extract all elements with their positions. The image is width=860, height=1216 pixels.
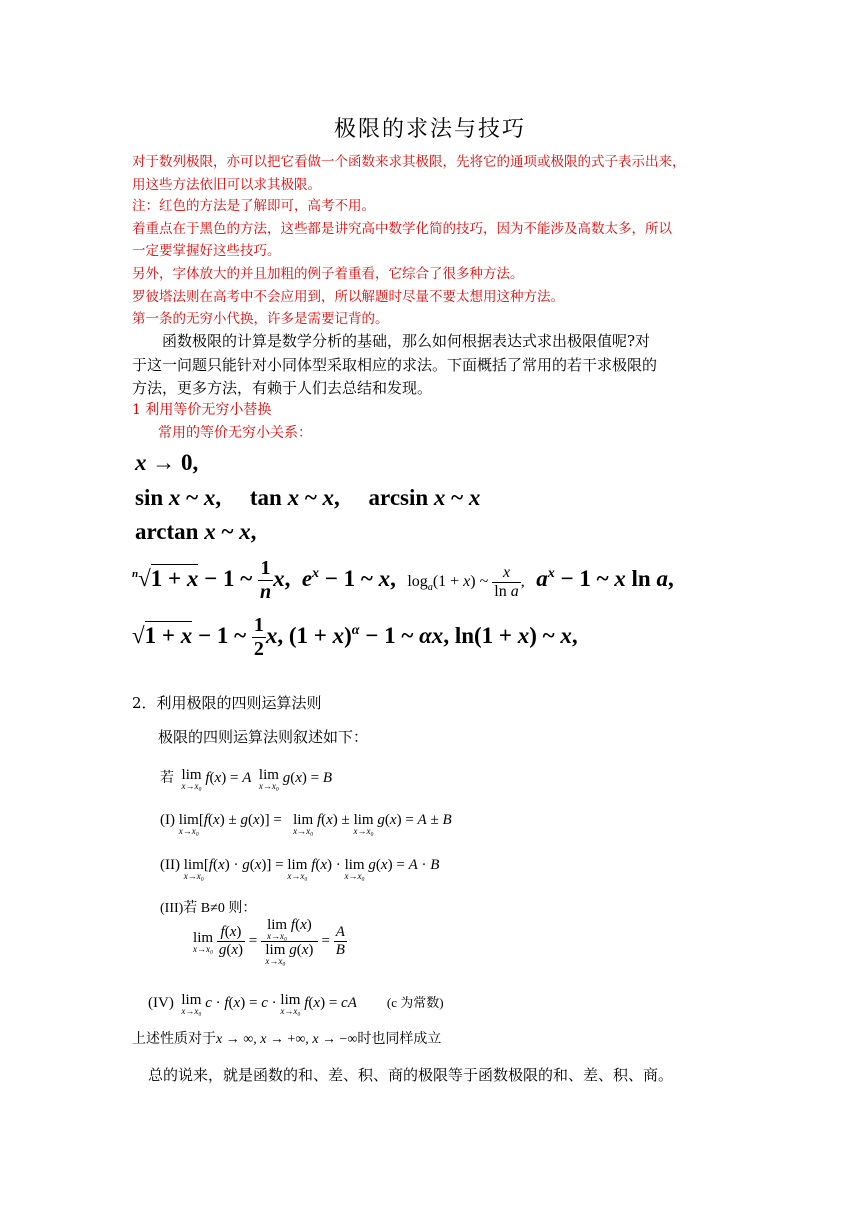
formula-arctan: arctan x ~ x,	[135, 519, 257, 544]
rule4-note: (c 为常数)	[386, 995, 444, 1010]
property-note: 上述性质对于x → ∞, x → +∞, x → −∞时也同样成立	[132, 1031, 442, 1047]
note-line: 用这些方法依旧可以求其极限。	[132, 177, 321, 193]
note-line: 罗彼塔法则在高考中不会应用到，所以解题时尽量不要太想用这种方法。	[132, 289, 564, 305]
note-line: 一定要掌握好这些技巧。	[132, 243, 281, 259]
summary: 总的说来，就是函数的和、差、积、商的极限等于函数极限的和、差、积、商。	[148, 1066, 674, 1084]
note-line: 对于数列极限，亦可以把它看做一个函数来求其极限，先将它的通项或极限的式子表示出来，	[132, 154, 686, 170]
section1-sub: 常用的等价无穷小关系：	[158, 425, 312, 441]
condition-line: 若 lim x→x₀ f(x) = A lim x→x₀ g(x) = B	[160, 767, 333, 791]
rule-3-formula: lim x→x₀ $\frac{f(x)}{g(x)}$ = lim x→x₀ f(x) lim x→x₀ g(x) = $\frac{A}{B}$	[193, 917, 345, 966]
intro-line: 于这一问题只能针对小同体型采取相应的求法。下面概括了常用的若干求极限的	[132, 356, 658, 374]
formula-x-to-0: x → 0,	[135, 450, 199, 475]
note-line: 第一条的无穷小代换，许多是需要记背的。	[132, 311, 389, 327]
section2-heading: 2．利用极限的四则运算法则	[132, 694, 322, 712]
intro-line: 方法，更多方法，有赖于人们去总结和发现。	[132, 379, 433, 397]
note-line: 另外，字体放大的并且加粗的例子着重看，它综合了很多种方法。	[132, 266, 524, 282]
rule-4: (IV) lim x→x₀ c · f(x) = c · lim x→x₀ f(x) = cA (c 为常数)	[148, 992, 444, 1016]
note-suffix: 时也同样成立	[357, 1031, 442, 1047]
formula-sqrt-power-ln: √1 + x − 1 ~ $\frac{1}{2}$ x, $(1 + x)^\alpha - 1$ ~ αx, ln(1 + x) ~ x,	[132, 614, 578, 660]
if-label: 若	[160, 770, 174, 786]
rule1-label: (I)	[160, 812, 175, 828]
note-line: 着重点在于黑色的方法，这些都是讲究高中数学化简的技巧，因为不能涉及高数太多，所以	[132, 221, 672, 237]
page-title: 极限的求法与技巧	[333, 117, 526, 142]
formula-root-exp-log: $^n$√1 + x − 1 ~ $\frac{1}{n}$ x, $e^x - 1$ ~ x, $\log_a(1 + x)$ ~ $\frac{x}{\text{ln a}}$ , $a^x - 1$ ~ x ln a,	[132, 557, 674, 603]
note-prefix: 上述性质对于	[132, 1031, 216, 1047]
intro-line: 函数极限的计算是数学分析的基础，那么如何根据表达式求出极限值呢?对	[162, 332, 651, 350]
rule4-label: (IV)	[148, 995, 174, 1011]
section2-sub: 极限的四则运算法则叙述如下：	[158, 728, 369, 746]
section1-heading: 1 利用等价无穷小替换	[132, 402, 272, 418]
rule-2: (II) lim x→x₀ [f(x) · g(x)] = lim x→x₀ f(x) · lim x→x₀ g(x) = A · B	[160, 857, 440, 881]
rule2-label: (II)	[160, 857, 180, 873]
rule-1: (I) lim x→x₀ [f(x) ± g(x)] = lim x→x₀ f(x) ± lim x→x₀ g(x) = A ± B	[160, 812, 452, 836]
formula-sin-tan-arcsin: sin x ~ x, tan x ~ x, arcsin x ~ x	[135, 485, 481, 510]
rule-3-label: (III)若 B≠0 则：	[160, 901, 257, 916]
note-line: 注：红色的方法是了解即可，高考不用。	[132, 198, 375, 214]
